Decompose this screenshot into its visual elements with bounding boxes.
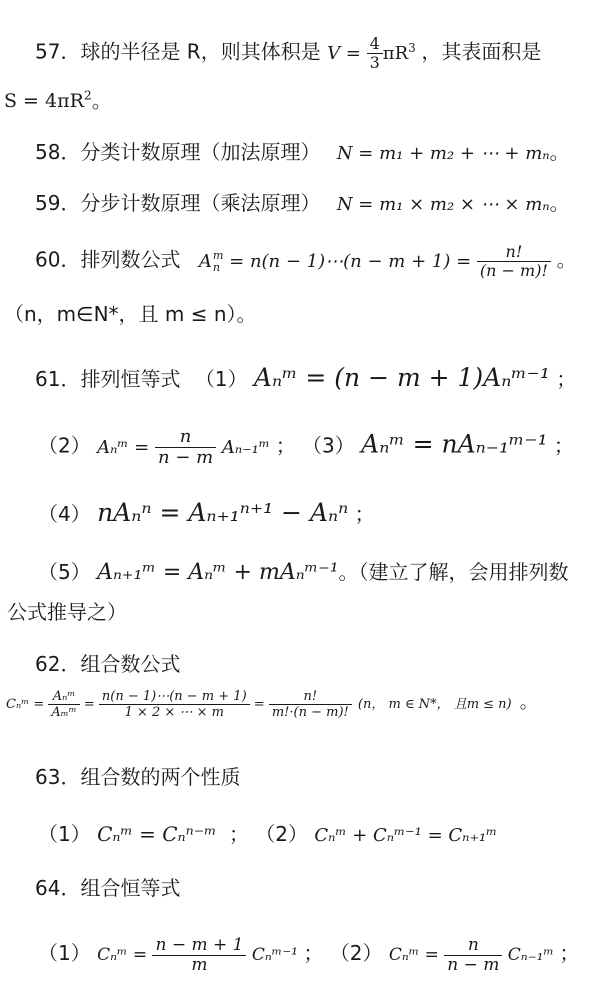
item-58: 58．分类计数原理（加法原理） N = m₁ + m₂ + ⋯ + mₙ。 [35,140,570,164]
formula: Aₙ₊₁ᵐ = Aₙᵐ + mAₙᵐ⁻¹ [97,560,339,585]
item-57-line2: $S = 4\pi R^2$。 [4,88,112,113]
formula: A m n = n(n − 1)⋯(n − m + 1) = $\frac{n!}{(n - m)!}$ [199,251,557,272]
item-number: 60 [35,247,61,272]
area-formula: $S = 4\pi R^2$ [4,89,92,113]
item-number: 64 [35,876,61,900]
item-61-parts-2-3: （2） Aₙᵐ = $\frac{n}{n - m}$ Aₙ₋₁ᵐ ； （3） Aₙᵐ = nAₙ₋₁ᵐ⁻¹ ； [38,426,574,468]
formula: Cₙᵐ = Cₙⁿ⁻ᵐ [97,822,217,846]
item-60: 60．排列数公式 A m n = n(n − 1)⋯(n − m + 1) = $\frac{n!}{(n - m)!}$ 。 [35,242,577,280]
item-64-parts: （1） Cₙᵐ = $\frac{n - m + 1}{m}$ Cₙᵐ⁻¹ ； （2） Cₙᵐ = $\frac{n}{n - m}$ Cₙ₋₁ᵐ ； [38,935,580,975]
item-63 [35,767,240,787]
item-61-part-5: （5） Aₙ₊₁ᵐ = Aₙᵐ + mAₙᵐ⁻¹。（建立了解，会用排列数 [38,560,569,585]
item-number: 62 [35,652,61,676]
formula: Aₙᵐ = $\frac{n}{n - m}$ Aₙ₋₁ᵐ [97,426,270,468]
item-61-part-4: （4） nAₙⁿ = Aₙ₊₁ⁿ⁺¹ − Aₙⁿ ； [38,498,375,527]
item-number: 57 [35,39,61,64]
item-59: 59．分步计数原理（乘法原理） N = m₁ × m₂ × ⋯ × mₙ。 [35,191,570,215]
formula: Aₙᵐ = (n − m + 1)Aₙᵐ⁻¹ [253,363,550,392]
fraction: $\frac{n}{n - m}$ [444,937,502,974]
fraction: $\frac{n!}{m!\cdot(n - m)!}$ [269,690,352,719]
item-62-formula: Cₙᵐ = $\frac{\text{Aₙᵐ}}{\text{Aₘᵐ}}$ = $\frac{n(n - 1)\cdots(n - m + 1)}{1 \times 2 \times \cdots \times m}$ = $\frac{n!}{m!\cdot(n - m)!}$ (n， m ∈ N*， 且m ≤ n) 。 [6,689,538,720]
item-text: ．组合恒等式 [60,876,181,900]
fraction: $\frac{n}{n - m}$ [155,428,216,467]
item-text: ．组合数公式 [60,652,181,676]
item-57 [35,36,541,71]
formula: Aₙᵐ = nAₙ₋₁ᵐ⁻¹ [361,429,548,459]
item-63-parts: （1） Cₙᵐ = Cₙⁿ⁻ᵐ ； （2） Cₙᵐ + Cₙᵐ⁻¹ = Cₙ₊₁ᵐ [38,822,498,846]
fraction: $\frac{n - m + 1}{m}$ [152,937,246,974]
item-number: 58 [35,140,61,164]
item-text: ．球的半径是 R，则其体积是 [60,39,321,64]
formula: Cₙᵐ = $\frac{n - m + 1}{m}$ Cₙᵐ⁻¹ [97,935,299,975]
fraction: $\frac{n(n - 1)\cdots(n - m + 1)}{1 \times 2 \times \cdots \times m}$ [99,690,250,719]
item-62 [35,654,180,674]
formula: N = m₁ + m₂ + ⋯ + mₙ [336,143,550,164]
volume-formula: V = $\frac{4}{3}$ $\pi R^3$ [327,34,416,72]
item-60-note: （n，m∈N*，且 m ≤ n）。 [4,302,257,326]
item-61: 61．排列恒等式 （1） Aₙᵐ = (n − m + 1)Aₙᵐ⁻¹ ； [35,363,577,392]
fraction: $\frac{4}{3}$ [367,36,383,71]
item-number: 61 [35,367,61,391]
item-text: ，其表面积是 [421,39,542,64]
item-number: 63 [35,765,61,789]
item-text: ．分类计数原理（加法原理） [60,140,321,164]
formula: N = m₁ × m₂ × ⋯ × mₙ [336,194,550,215]
item-61-note: 公式推导之） [7,600,127,624]
item-64 [35,878,180,898]
item-text: ．组合数的两个性质 [60,765,241,789]
formula: Cₙᵐ + Cₙᵐ⁻¹ = Cₙ₊₁ᵐ [314,825,498,846]
item-text: ．分步计数原理（乘法原理） [60,191,321,215]
item-text: ．排列恒等式 [60,367,181,391]
fraction: $\frac{n!}{(n - m)!}$ [477,244,551,279]
formula: nAₙⁿ = Aₙ₊₁ⁿ⁺¹ − Aₙⁿ [97,498,349,527]
formula: Cₙᵐ = $\frac{n}{n - m}$ Cₙ₋₁ᵐ [388,935,554,975]
item-number: 59 [35,191,61,215]
fraction: $\frac{\text{Aₙᵐ}}{\text{Aₘᵐ}}$ [48,690,79,719]
item-text: ．排列数公式 [60,247,181,272]
